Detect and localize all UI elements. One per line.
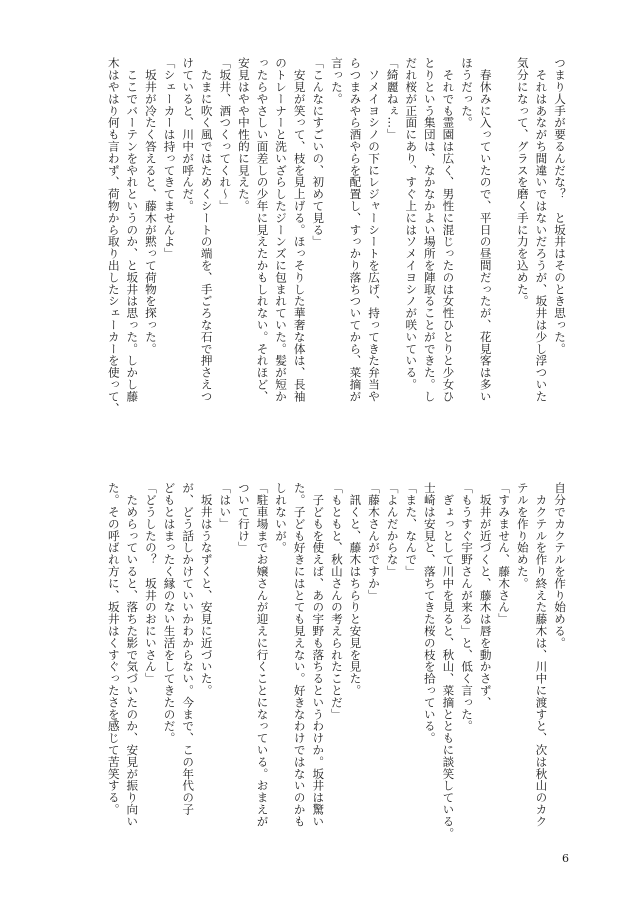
text-column: 「はい」	[218, 482, 233, 530]
text-column: ソメイヨシノの下にレジャーシートを広げ、持ってきた弁当や	[367, 57, 382, 403]
text-column: だれ桜が正面にあり、すぐ上にはソメイヨシノが咲いている。	[404, 57, 419, 391]
text-column: カクテルを作り終えた藤木は、川中に渡すと、次は秋山のカク	[534, 482, 549, 828]
text-column: テルを作り始めた。	[515, 482, 530, 590]
page-number: 6	[562, 852, 569, 865]
text-column: 坂井はうなずくと、安見に近づいた。	[199, 482, 214, 697]
lower-text-block	[69, 482, 569, 862]
text-column: ぎょっとして川中を見ると、秋山、菜摘とともに談笑している。	[441, 482, 456, 839]
text-column: 自分でカクテルを作り始める。	[553, 482, 567, 649]
text-column: 「坂井、酒つくってくれ〜」	[218, 57, 233, 212]
text-column: 安見が笑って、枝を見上げる。ほっそりした華奢な体は、長袖	[292, 57, 307, 403]
text-column: が、どう話しかけていいかわからない。今まで、この年代の子	[181, 482, 196, 816]
text-column: 「シェーカーは持ってきてませんよ」	[162, 57, 177, 260]
text-column: 子どもを使えば、あの宇野も落ちるというわけか。坂井は驚い	[311, 482, 326, 828]
upper-text-block	[69, 57, 569, 437]
text-column: 気分になって、グラスを磨く手に力を込めた。	[515, 57, 530, 307]
text-column: 木はやはり何も言わず、荷物から取り出したシェーカーを使って、	[106, 57, 121, 414]
text-column: それでも霊園は広く、男性に混じったのは女性ひとりと少女ひ	[441, 57, 456, 403]
text-column: 春休みに入っていたので、平日の昼間だったが、花見客は多い	[478, 57, 493, 403]
text-column: どもとはまったく縁のない生活をしてきたのだ。	[162, 482, 177, 744]
text-column: けていると、川中が呼んだ。	[181, 57, 196, 212]
text-column: 「こんなにすごいの、初めて見る」	[311, 57, 326, 248]
text-column: たまに吹く風ではためくシートの端を、手ごろな石で押さえつ	[199, 57, 214, 403]
text-column: 「どうしたの？ 坂井のおにいさん」	[143, 482, 158, 685]
text-column: 坂井が近づくと、藤木は唇を動かさず、	[478, 482, 493, 709]
text-column: 安見はやや中性的に見えた。	[236, 57, 251, 212]
text-column: のトレーナーと洗いざらしたジーンズに包まれていた。髪が短か	[274, 57, 289, 403]
text-column: しれないが。	[274, 482, 289, 554]
text-column: 「綺麗ねぇ…」	[385, 57, 400, 141]
text-column: 「また、なんで」	[404, 482, 419, 578]
text-column: ったらやさしい面差しの少年に見えたかもしれない。それほど、	[255, 57, 270, 403]
text-column: 言った。	[329, 57, 344, 105]
text-column: とりという集団は、なかなかよい場所を陣取ることができた。し	[422, 57, 437, 403]
text-column: らつまみやら酒やらを配置し、すっかり落ちついてから、菜摘が	[348, 57, 363, 403]
text-column: それはあながち間違いではないだろうが、坂井は少し浮ついた	[534, 57, 549, 403]
text-column: ためらっていると、落ちた影で気づいたのか、安見が振り向い	[125, 482, 140, 828]
text-column: た。その呼ばれ方に、坂井はくすぐったさを感じて苦笑する。	[106, 482, 121, 816]
text-column: つまり人手が要るんだな？ と坂井はそのとき思った。	[553, 57, 567, 355]
text-column: 坂井が冷たく答えると、藤木が黙って荷物を探った。	[143, 57, 158, 355]
text-column: た。子ども好きにはとても見えない。好きなわけではないのかも	[292, 482, 307, 828]
text-column: 「すみません、藤木さん」	[497, 482, 512, 625]
text-column: 「もともと、秋山さんの考えられたことだ」	[329, 482, 344, 720]
text-column: 訊くと、藤木はちらりと安見を見た。	[348, 482, 363, 697]
text-column: 士崎は安見と、落ちてきた桜の枝を拾っている。	[422, 482, 437, 744]
text-column: 「もうすぐ宇野さんが来る」と、低く言った。	[460, 482, 475, 732]
text-column: ついて行け」	[236, 482, 251, 554]
text-column: 「藤木さんがですか」	[367, 482, 382, 601]
text-column: ほうだった。	[460, 57, 475, 129]
text-column: 「駐車場までお嬢さんが迎えに行くことになっている。おまえが	[255, 482, 270, 828]
text-column: 「よんだからな」	[385, 482, 400, 578]
text-column: ここでバーテンをやれというのか、と坂井は思った。しかし藤	[125, 57, 140, 403]
text-column	[495, 57, 514, 437]
